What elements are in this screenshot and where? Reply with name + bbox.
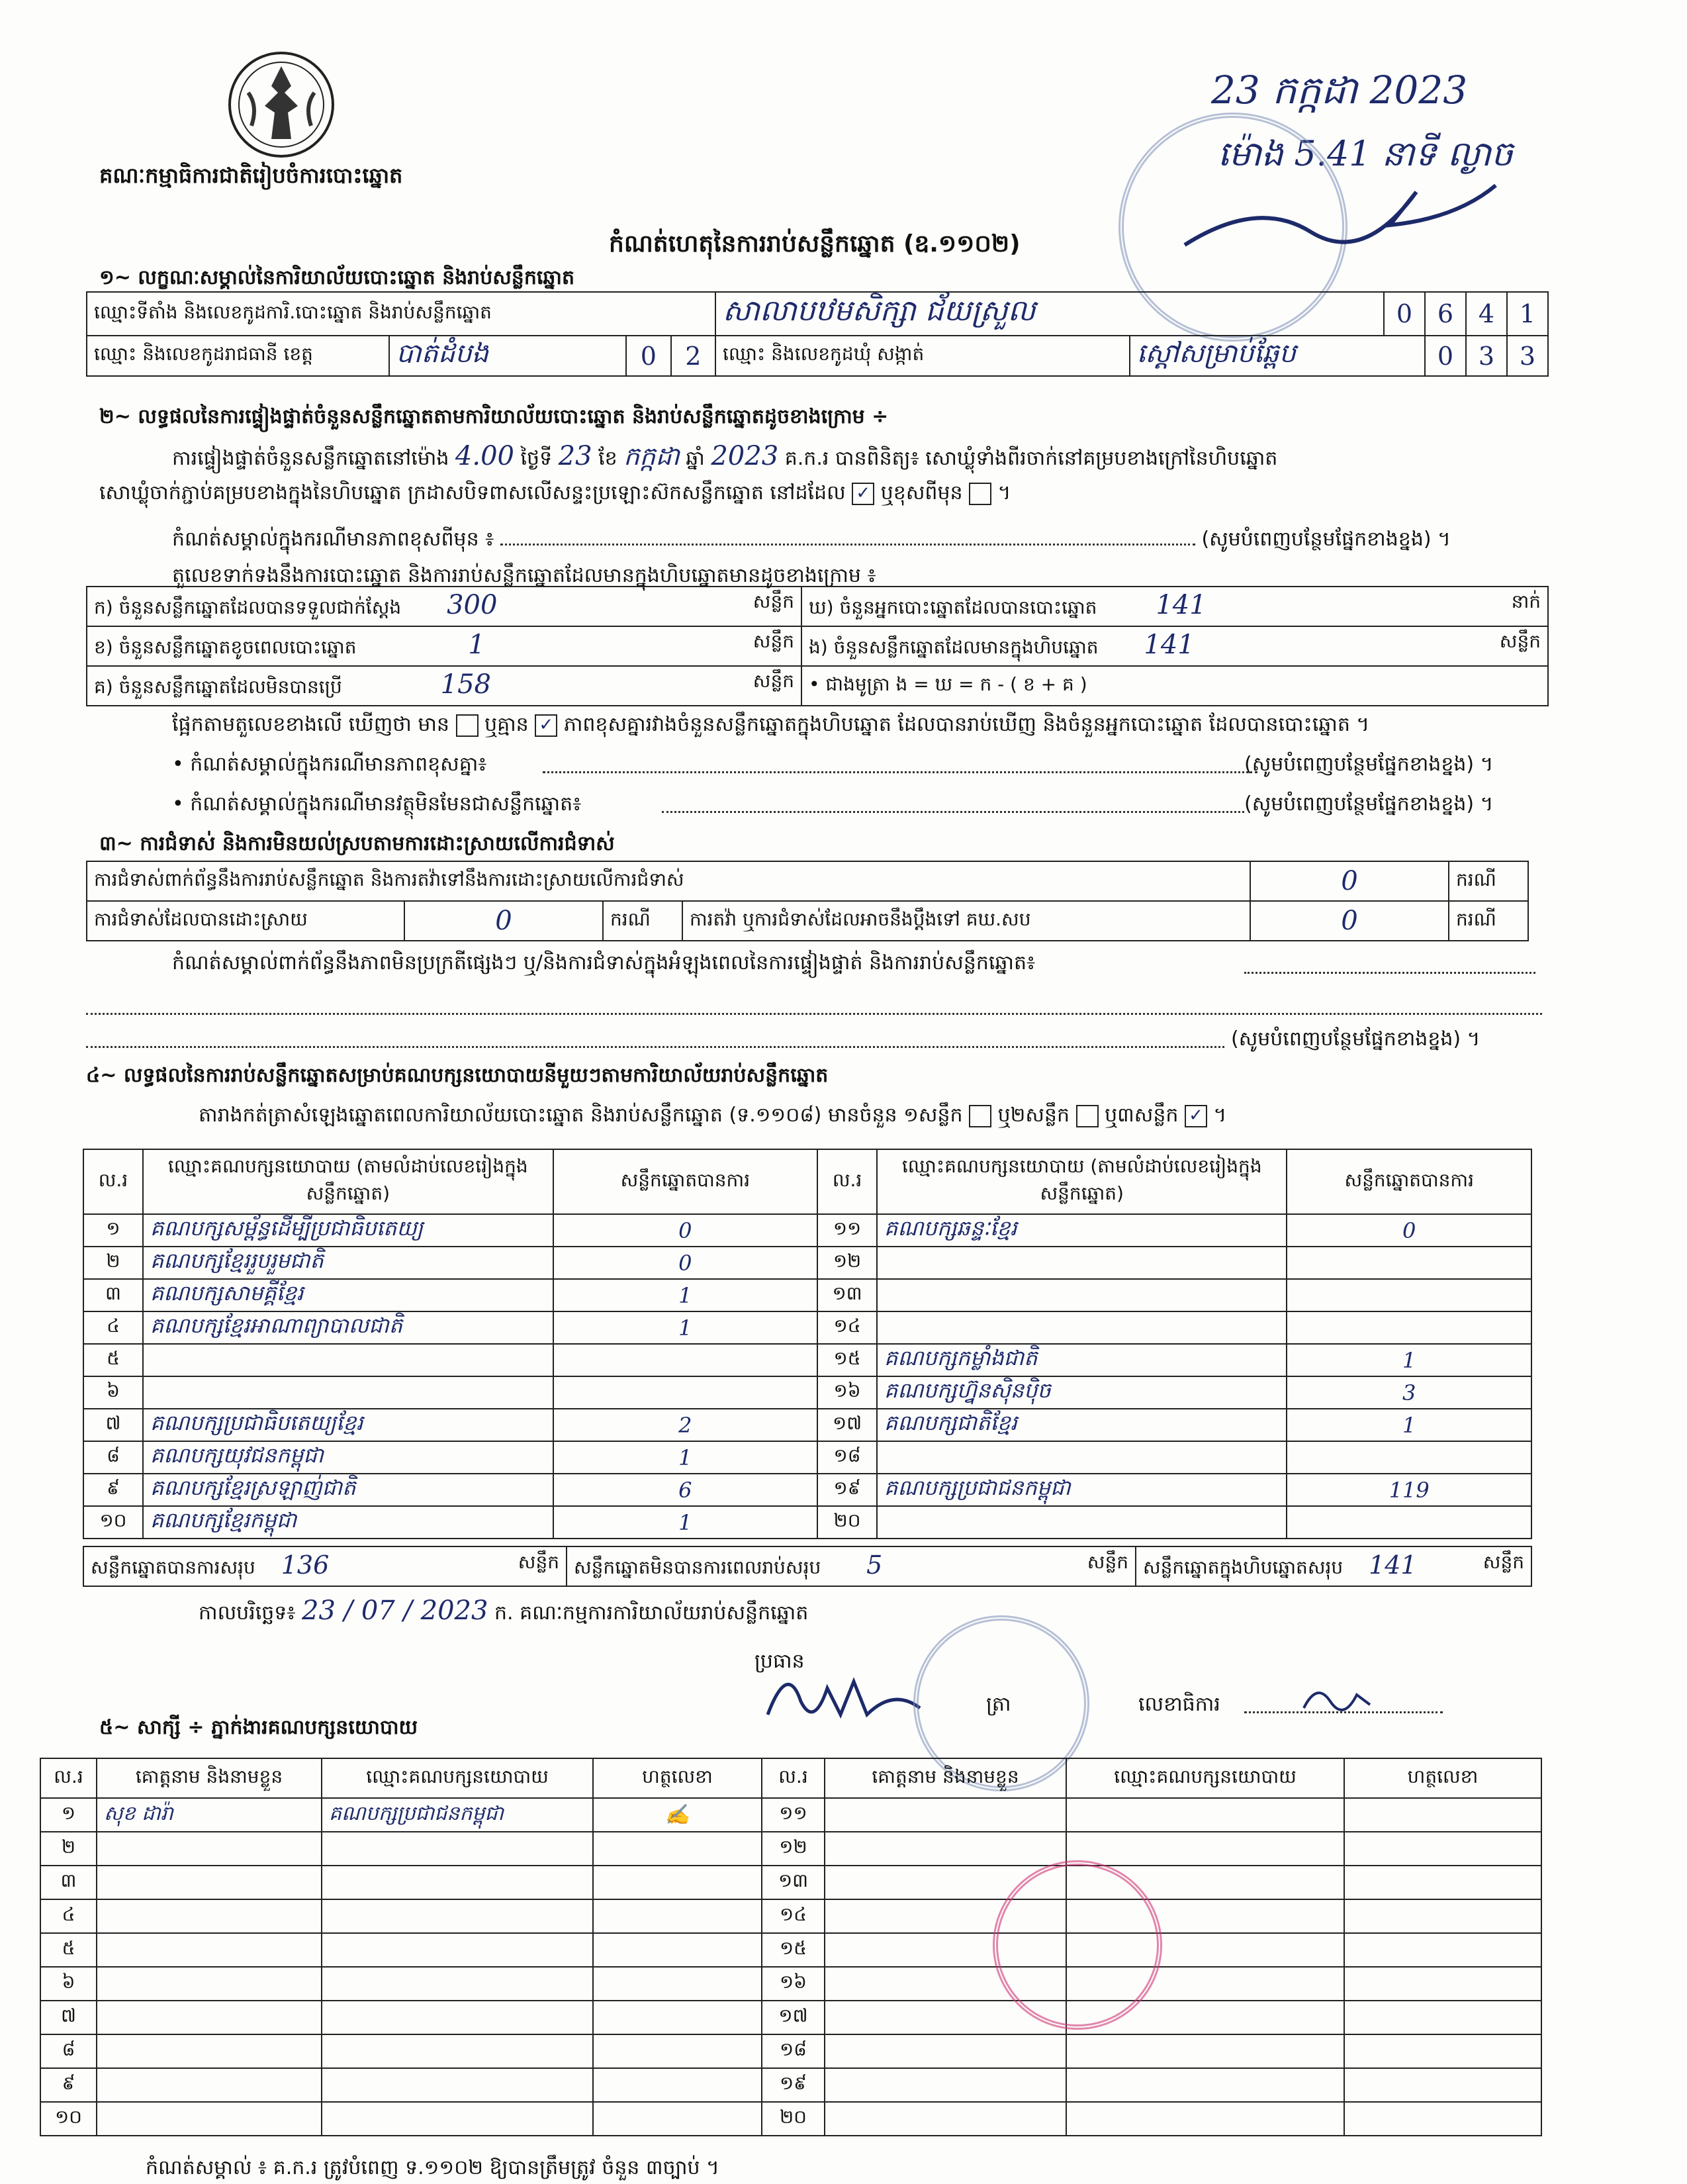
handwritten-time: ម៉ោង 5.41 នាទី ល្ងាច [1218,134,1513,174]
have-diff-checkbox[interactable] [456,714,479,737]
witness-party [322,2001,593,2034]
total-box-label: សន្លឹកឆ្នោតក្នុងហិបឆ្នោតសរុប [1143,1556,1344,1578]
verify-text: ការផ្ទៀងផ្ទាត់ចំនួនសន្លឹកឆ្នោតនៅម៉ោង [172,447,449,470]
result-party: គណបក្សយុវជនកម្ពុជា [143,1441,553,1474]
row-kha-label: ខ) ចំនួនសន្លឹកឆ្នោតខូចពេលបោះឆ្នោត [94,636,357,658]
result-votes [553,1376,817,1409]
total-box: 141 [1369,1550,1417,1580]
witness-no: ១២ [762,1832,825,1866]
objection-row1-label: ការជំទាស់ពាក់ព័ន្ធនឹងការរាប់សន្លឹកឆ្នោត និងការតវ៉ាទៅនឹងការដោះស្រាយលើការជំទាស់ [87,861,1250,901]
verify-month: កក្កដា [623,442,680,471]
result-party [877,1506,1287,1539]
witness-no: ៣ [40,1866,97,1899]
col-no: ល.រ [817,1149,877,1214]
footer-note: កំណត់សម្គាល់ ៖ គ.ក.រ ត្រូវបំពេញ ទ.១១០២ ឱ្យបានត្រឹមត្រូវ ចំនួន ៣ច្បាប់ ។ [146,2156,719,2179]
section4-title: ៤~ លទ្ធផលនៃការរាប់សន្លឹកឆ្នោតសម្រាប់គណបក្សនយោបាយនីមួយៗតាមការិយាល័យរាប់សន្លឹកឆ្នោត [86,1064,829,1087]
witness-no: ១៨ [762,2034,825,2068]
seal-text: សោឃ្លុំចាក់ភ្ជាប់គម្របខាងក្នុងនៃហិបឆ្នោត ក្រដាសបិទពាសលើសន្ទះប្រឡោះស៊កសន្លឹកឆ្នោត នៅដដែល [99,481,846,504]
witness-no: ៨ [40,2034,97,2068]
witness-table [40,1758,1542,2136]
result-votes [1287,1247,1531,1279]
station-label: ឈ្មោះទីតាំង និងលេខកូដការិ.បោះឆ្នោត និងរាប់សន្លឹកឆ្នោត [87,292,715,336]
station-code-digit: 6 [1425,292,1466,336]
bullet-object-field[interactable] [662,811,1244,813]
col-votes: សន្លឹកឆ្នោតបានការ [1287,1149,1531,1214]
secretary-signature [1297,1675,1377,1724]
w-col-sign: ហត្ថលេខា [593,1758,762,1798]
irregularity-field-2[interactable] [86,1013,1542,1015]
commune-code-digit: 0 [1425,336,1466,376]
result-no: ១២ [817,1247,877,1279]
witness-row [40,2068,1541,2102]
result-party: គណបក្សខ្មែររួបរួមជាតិ [143,1247,553,1279]
diff-note-label: កំណត់សម្គាល់ក្នុងករណីមានភាពខុសពីមុន ៖ [172,528,494,551]
result-no: ៧ [83,1409,143,1441]
witness-name [97,1866,322,1899]
total-valid: 136 [281,1550,330,1580]
result-party: គណបក្សកម្លាំងជាតិ [877,1344,1287,1376]
day-label: ថ្ងៃទី [520,447,553,470]
section3-title: ៣~ ការជំទាស់ និងការមិនយល់ស្របតាមការដោះស្រាយលើការជំទាស់ [99,832,615,855]
verify-text-b: គ.ក.រ បានពិនិត្យ៖ សោឃ្លុំទាំងពីរចាក់នៅគម្របខាងក្រៅនៃហិបឆ្នោត [784,447,1278,470]
two-sheet-label: ឬ២សន្លឹក [997,1104,1070,1127]
tally-sheet-line: តារាងកត់ត្រាសំឡេងឆ្នោតពេលការិយាល័យបោះឆ្នោត និងរាប់សន្លឹកឆ្នោត (ទ.១១០៨) មានចំនួន ១សន្លឹក ឬ២សន្លឹក ឬ៣សន្លឹក ✓ ។ [199,1104,1227,1127]
section1-title: ១~ លក្ខណៈសម្គាល់នៃការិយាល័យបោះឆ្នោត និងរាប់សន្លឹកឆ្នោត [99,266,575,289]
official-stamp-bottom [993,1860,1162,2030]
witness-party[interactable] [1066,1832,1344,1866]
w-col-name: គោត្តនាម និងនាមខ្លួន [825,1758,1066,1798]
result-party: គណបក្សសាមគ្គីខ្មែរ [143,1279,553,1311]
result-votes: 0 [1287,1214,1531,1247]
result-votes: 1 [1287,1409,1531,1441]
witness-row [40,1798,1541,1832]
president-label: ប្រធាន [754,1650,805,1673]
witness-name [97,2001,322,2034]
result-party: គណបក្សប្រជាធិបតេយ្យខ្មែរ [143,1409,553,1441]
witness-party [322,1832,593,1866]
form-title: កំណត់ហេតុនៃការរាប់សន្លឹកឆ្នោត (ឧ.១១០២) [609,230,1021,258]
secretary-label: លេខាធិការ [1138,1693,1220,1716]
witness-sign [593,2102,762,2136]
result-party [877,1279,1287,1311]
table-row [83,1474,1531,1506]
result-party: គណបក្សហ្វ៊ុនស៊ិនប៉ិច [877,1376,1287,1409]
witness-sign[interactable] [1344,1967,1541,2001]
province-code-digit: 0 [626,336,670,376]
station-name: សាលាបឋមសិក្សា ជ័យស្រួល [715,292,1384,336]
witness-row [40,1832,1541,1866]
witness-row [40,1899,1541,1933]
table-row [83,1247,1531,1279]
table-row [83,1279,1531,1311]
count-table [86,586,1549,706]
witness-sign[interactable] [1344,1933,1541,1967]
row-kho-value: 141 [1156,590,1207,620]
result-party [143,1344,553,1376]
result-no: ១៩ [817,1474,877,1506]
result-no: ១៦ [817,1376,877,1409]
fill-more-note: (សូមបំពេញបន្ថែមផ្នែកខាងខ្នង) ។ [1201,528,1451,551]
row-kha-unit: សន្លឹក [752,630,794,652]
formula: • ជាងមូត្រា ង = ឃ = ក - ( ខ + គ ) [801,666,1548,706]
witness-party [322,1967,593,2001]
result-votes [553,1344,817,1376]
result-no: ៨ [83,1441,143,1474]
handwritten-date: 23 កក្កដា 2023 [1211,68,1468,113]
witness-sign[interactable] [1344,1798,1541,1832]
row-ko-unit: សន្លឹក [752,670,794,692]
witness-sign[interactable] [1344,1866,1541,1899]
witness-no: ១១ [762,1798,825,1832]
agency-name: គណៈកម្មាធិការជាតិរៀបចំការបោះឆ្នោត [99,163,403,188]
w-col-no: ល.រ [762,1758,825,1798]
result-no: ១៤ [817,1311,877,1344]
witness-name[interactable] [825,1798,1066,1832]
no-diff-label: ឬគ្មាន [484,713,529,736]
table-row [83,1376,1531,1409]
president-signature [761,1662,933,1737]
commune-code-digit: 3 [1507,336,1548,376]
result-votes: 119 [1287,1474,1531,1506]
irregularity-field[interactable] [1244,972,1535,974]
w-col-name: គោត្តនាម និងនាមខ្លួន [97,1758,322,1798]
bullet-object-suffix: (សូមបំពេញបន្ថែមផ្នែកខាងខ្នង) ។ [1244,792,1494,816]
section5-title: ៥~ សាក្សី ÷ ភ្នាក់ងារគណបក្សនយោបាយ [99,1716,418,1739]
witness-no: ១៧ [762,2001,825,2034]
w-col-sign: ហត្ថលេខា [1344,1758,1541,1798]
year-label: ឆ្នាំ [686,447,705,470]
one-sheet-checkbox[interactable] [969,1105,991,1127]
date-label: កាលបរិច្ឆេទ៖ [199,1601,296,1625]
date-value: 23 / 07 / 2023 [302,1595,488,1626]
results-table [83,1149,1532,1539]
col-no: ល.រ [83,1149,143,1214]
row-kho-label: ឃ) ចំនួនអ្នកបោះឆ្នោតដែលបានបោះឆ្នោត [809,596,1097,618]
witness-name[interactable] [825,1832,1066,1866]
station-code-digit: 0 [1384,292,1425,336]
witness-no: ១០ [40,2102,97,2136]
witness-name [97,1899,322,1933]
result-votes: 0 [553,1214,817,1247]
appeal-label: ការតវ៉ា ឬការជំទាស់ដែលអាចនឹងប្ដឹងទៅ គឃ.សប [682,901,1250,941]
station-code-digit: 1 [1507,292,1548,336]
verify-day: 23 [558,441,592,471]
witness-sign[interactable] [1344,2102,1541,2136]
row-ngo-value: 141 [1144,630,1195,660]
witness-party[interactable] [1066,2034,1344,2068]
row-kho-unit: នាក់ [1511,591,1541,612]
objection-row1-value: 0 [1250,861,1449,901]
seal-line: សោឃ្លុំចាក់ភ្ជាប់គម្របខាងក្នុងនៃហិបឆ្នោត ក្រដាសបិទពាសលើសន្ទះប្រឡោះស៊កសន្លឹកឆ្នោត នៅដដែល ✓ ឬខុសពីមុន ។ [99,481,1011,504]
objection-table [86,861,1529,941]
result-no: ៥ [83,1344,143,1376]
result-no: ១៧ [817,1409,877,1441]
total-invalid-label: សន្លឹកឆ្នោតមិនបានការពេលរាប់សរុប [574,1556,821,1578]
same-checkbox[interactable]: ✓ [852,483,874,505]
resolved-value: 0 [404,901,603,941]
result-votes [1287,1279,1531,1311]
diff-label: ឬខុសពីមុន [880,481,963,504]
witness-party [322,1899,593,1933]
verify-line [172,440,1277,477]
station-code-digit: 4 [1466,292,1507,336]
signature-top [1178,172,1509,267]
result-party [877,1311,1287,1344]
table-row [83,1441,1531,1474]
witness-no: ៦ [40,1967,97,2001]
result-votes [1287,1311,1531,1344]
result-no: ៤ [83,1311,143,1344]
w-col-party: ឈ្មោះគណបក្សនយោបាយ [1066,1758,1344,1798]
witness-sign [593,1933,762,1967]
witness-sign[interactable] [1344,1899,1541,1933]
appeal-unit: ករណី [1449,901,1528,941]
row-ngo-unit: សន្លឹក [1499,630,1541,652]
diff-note-field[interactable] [500,544,1195,546]
row-ngo-label: ង) ចំនួនសន្លឹកឆ្នោតដែលមានក្នុងហិបឆ្នោត [809,636,1099,658]
nec-emblem [225,46,338,162]
result-votes: 1 [1287,1344,1531,1376]
stamp-label: ត្រា [986,1693,1011,1716]
total-invalid: 5 [866,1550,883,1580]
section2-title: ២~ លទ្ធផលនៃការផ្ទៀងផ្ទាត់ចំនួនសន្លឹកឆ្នោតតាមការិយាល័យបោះឆ្នោត និងរាប់សន្លឹកឆ្នោតដូចខាងក្រោម ÷ [99,405,889,428]
commune-name: ស្ដៅសម្រាប់ឆ្ពែប [1130,336,1425,376]
irregularity-suffix: (សូមបំពេញបន្ថែមផ្នែកខាងខ្នង) ។ [1231,1027,1481,1051]
result-no: ១ [83,1214,143,1247]
result-party: គណបក្សឆន្ទៈខ្មែរ [877,1214,1287,1247]
result-votes: 1 [553,1506,817,1539]
total-valid-label: សន្លឹកឆ្នោតបានការសរុប [91,1556,255,1578]
date-line [199,1595,808,1629]
witness-sign [593,2068,762,2102]
objection-row1-unit: ករណី [1449,861,1528,901]
result-party: គណបក្សប្រជាជនកម្ពុជា [877,1474,1287,1506]
commune-label: ឈ្មោះ និងលេខកូដឃុំ សង្កាត់ [715,336,1130,376]
witness-row [40,1967,1541,2001]
total-valid-unit: សន្លឹក [518,1550,559,1573]
witness-row [40,2034,1541,2068]
witness-sign [593,2001,762,2034]
col-party: ឈ្មោះគណបក្សនយោបាយ (តាមលំដាប់លេខរៀងក្នុងសន្លឹកឆ្នោត) [143,1149,553,1214]
table-row [83,1344,1531,1376]
witness-party[interactable] [1066,2068,1344,2102]
witness-no: ៩ [40,2068,97,2102]
result-votes [1287,1441,1531,1474]
result-no: ២០ [817,1506,877,1539]
table-row [83,1506,1531,1539]
witness-no: ១៩ [762,2068,825,2102]
witness-party [322,1866,593,1899]
result-votes [1287,1506,1531,1539]
three-sheet-label: ឬ៣សន្លឹក [1105,1104,1179,1127]
result-no: ៦ [83,1376,143,1409]
result-party: គណបក្សខ្មែរកម្ពុជា [143,1506,553,1539]
totals-table [83,1546,1532,1587]
witness-no: ១៤ [762,1899,825,1933]
irregularity-field-3[interactable] [86,1046,1224,1048]
witness-party [322,2102,593,2136]
witness-party [322,2034,593,2068]
result-votes: 3 [1287,1376,1531,1409]
two-sheet-checkbox[interactable] [1076,1105,1099,1127]
witness-no: ២០ [762,2102,825,2136]
witness-name [97,2034,322,2068]
result-votes: 2 [553,1409,817,1441]
result-no: ២ [83,1247,143,1279]
table-row [83,1409,1531,1441]
witness-party: គណបក្សប្រជាជនកម្ពុជា [322,1798,593,1832]
row-ko-label: គ) ចំនួនសន្លឹកឆ្នោតដែលមិនបានប្រើ [94,676,342,698]
witness-sign[interactable] [1344,2068,1541,2102]
resolved-unit: ករណី [603,901,682,941]
witness-name [97,1832,322,1866]
result-votes: 1 [553,1311,817,1344]
witness-sign [593,1967,762,2001]
witness-no: ៤ [40,1899,97,1933]
row-ka-value: 300 [447,590,498,620]
result-no: ៣ [83,1279,143,1311]
table-row [83,1311,1531,1344]
result-votes: 1 [553,1441,817,1474]
witness-party [322,2068,593,2102]
row-kha-value: 1 [468,630,485,660]
result-no: ១៣ [817,1279,877,1311]
witness-sign [593,1899,762,1933]
witness-no: ១៦ [762,1967,825,2001]
diff-checkbox[interactable] [969,483,991,505]
witness-name [97,1967,322,2001]
result-party: គណបក្សខ្មែរអាណាព្យាបាលជាតិ [143,1311,553,1344]
result-no: ១០ [83,1506,143,1539]
result-votes: 1 [553,1279,817,1311]
col-votes: សន្លឹកឆ្នោតបានការ [553,1149,817,1214]
witness-name [97,2068,322,2102]
result-no: ១៥ [817,1344,877,1376]
result-party: គណបក្សខ្មែរស្រឡាញ់ជាតិ [143,1474,553,1506]
result-no: ១១ [817,1214,877,1247]
result-party: គណបក្សសម្ព័ន្ធដើម្បីប្រជាធិបតេយ្យ [143,1214,553,1247]
commune-code-digit: 3 [1466,336,1507,376]
tally-sheet-text: តារាងកត់ត្រាសំឡេងឆ្នោតពេលការិយាល័យបោះឆ្នោត និងរាប់សន្លឹកឆ្នោត (ទ.១១០៨) មានចំនួន ១សន្លឹក [199,1104,963,1127]
witness-no: ១៣ [762,1866,825,1899]
diff-result-text: ផ្អែកតាមតួលេខខាងលើ ឃើញថា មាន [172,713,449,736]
three-sheet-checkbox[interactable]: ✓ [1185,1105,1207,1127]
verify-time: 4.00 [455,441,514,471]
result-no: ១៨ [817,1441,877,1474]
resolved-label: ការជំទាស់ដែលបានដោះស្រាយ [87,901,404,941]
result-no: ៩ [83,1474,143,1506]
witness-name[interactable] [825,2034,1066,2068]
province-label: ឈ្មោះ និងលេខកូដរាជធានី ខេត្ត [87,336,389,376]
committee-label: ក. គណៈកម្មការការិយាល័យរាប់សន្លឹកឆ្នោត [494,1601,809,1625]
diff-result-line [172,712,1369,741]
province-name: បាត់ដំបង [389,336,627,376]
bullet-object: • កំណត់សម្គាល់ក្នុងករណីមានវត្ថុមិនមែនជាសន្លឹកឆ្នោត៖ [172,792,582,816]
witness-name [97,2102,322,2136]
witness-no: ៥ [40,1933,97,1967]
witness-sign [593,2034,762,2068]
witness-sign[interactable] [1344,2034,1541,2068]
witness-party[interactable] [1066,1798,1344,1832]
result-votes: 0 [553,1247,817,1279]
witness-row [40,2001,1541,2034]
station-table [86,291,1549,377]
total-box-unit: សន្លឹក [1482,1550,1524,1573]
result-party [877,1441,1287,1474]
no-diff-checkbox[interactable]: ✓ [535,714,557,737]
witness-party [322,1933,593,1967]
witness-row [40,1933,1541,1967]
witness-no: ៧ [40,2001,97,2034]
row-ka-unit: សន្លឹក [752,591,794,612]
diff-note-line [172,526,1549,555]
witness-name: សុខ ដារ៉ា [97,1798,322,1832]
result-party: គណបក្សជាតិខ្មែរ [877,1409,1287,1441]
witness-name [97,1933,322,1967]
w-col-party: ឈ្មោះគណបក្សនយោបាយ [322,1758,593,1798]
diff-result-text2: ភាពខុសគ្នារវាងចំនួនសន្លឹកឆ្នោតក្នុងហិបឆ្នោត ដែលបានរាប់ឃើញ និងចំនួនអ្នកបោះឆ្នោត ដែលបានបោះឆ្នោត ។ [563,713,1370,736]
witness-sign[interactable] [1344,2001,1541,2034]
month-label: ខែ [598,447,617,470]
witness-sign [593,1866,762,1899]
result-party [143,1376,553,1409]
result-votes: 6 [553,1474,817,1506]
row-ko-value: 158 [440,669,492,700]
table-row [83,1214,1531,1247]
witness-name[interactable] [825,2068,1066,2102]
province-code-digit: 2 [671,336,715,376]
bullet-diff-suffix: (សូមបំពេញបន្ថែមផ្នែកខាងខ្នង) ។ [1244,753,1494,776]
witness-row [40,1866,1541,1899]
witness-party[interactable] [1066,2102,1344,2136]
irregularity-note: កំណត់សម្គាល់ពាក់ព័ន្ធនឹងភាពមិនប្រក្រតីផ្សេងៗ ឬ/និងការជំទាស់ក្នុងអំឡុងពេលនៃការផ្ទៀងផ្ទាត់ និងការរាប់សន្លឹកឆ្នោត៖ [172,951,1036,974]
result-party [877,1247,1287,1279]
bullet-diff: • កំណត់សម្គាល់ក្នុងករណីមានភាពខុសគ្នា៖ [172,753,487,776]
col-party: ឈ្មោះគណបក្សនយោបាយ (តាមលំដាប់លេខរៀងក្នុងសន្លឹកឆ្នោត) [877,1149,1287,1214]
witness-sign [593,1832,762,1866]
witness-row [40,2102,1541,2136]
intro2: តួលេខទាក់ទងនឹងការបោះឆ្នោត និងការរាប់សន្លឹកឆ្នោតដែលមានក្នុងហិបឆ្នោតមានដូចខាងក្រោម ៖ [172,564,876,587]
row-ka-label: ក) ចំនួនសន្លឹកឆ្នោតដែលបានទទួលជាក់ស្តែង [94,596,402,618]
total-invalid-unit: សន្លឹក [1087,1550,1128,1573]
witness-no: ១៥ [762,1933,825,1967]
witness-no: ២ [40,1832,97,1866]
bullet-diff-field[interactable] [543,771,1257,773]
witness-no: ១ [40,1798,97,1832]
witness-sign[interactable] [1344,1832,1541,1866]
witness-sign: ✍ [593,1798,762,1832]
w-col-no: ល.រ [40,1758,97,1798]
appeal-value: 0 [1250,901,1449,941]
witness-name[interactable] [825,2102,1066,2136]
verify-year: 2023 [711,441,779,471]
